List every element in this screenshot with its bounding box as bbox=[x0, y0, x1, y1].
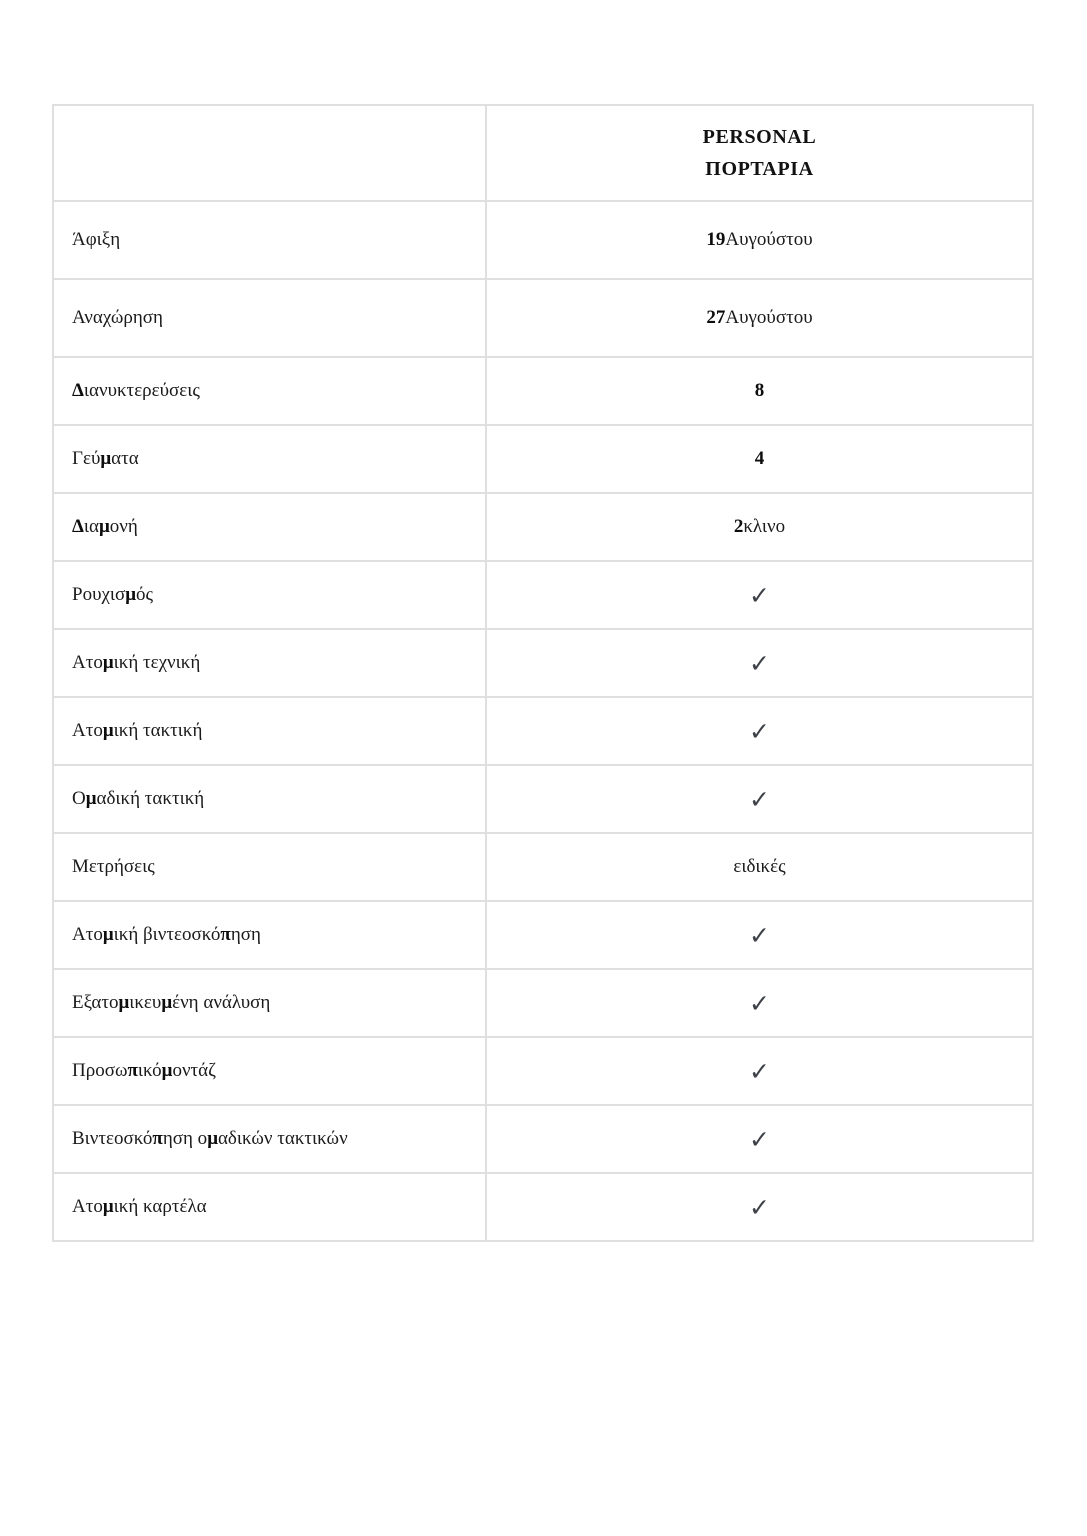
table-row bbox=[54, 492, 1032, 560]
row-label: Δ ια μ ονή bbox=[54, 494, 487, 560]
package-table bbox=[52, 104, 1034, 1242]
row-label: Ατο μ ική τακτική bbox=[54, 698, 487, 764]
check-icon: ✓ bbox=[749, 1124, 770, 1154]
table-row bbox=[54, 628, 1032, 696]
header-corner-cell bbox=[54, 106, 487, 200]
table-row bbox=[54, 696, 1032, 764]
row-value bbox=[487, 902, 1032, 968]
row-label: Βιντεοσκό π ηση ο μ αδικών τακτικών bbox=[54, 1106, 487, 1172]
table-row bbox=[54, 764, 1032, 832]
table-row bbox=[54, 968, 1032, 1036]
table-row bbox=[54, 1172, 1032, 1240]
plan-title bbox=[703, 126, 817, 181]
header-plan-cell bbox=[487, 106, 1032, 200]
table-row bbox=[54, 1104, 1032, 1172]
row-value bbox=[487, 698, 1032, 764]
row-label: Αναχώρηση bbox=[54, 280, 487, 356]
row-value bbox=[487, 562, 1032, 628]
row-label: Ρουχισ μ ός bbox=[54, 562, 487, 628]
check-icon: ✓ bbox=[749, 648, 770, 678]
table-row bbox=[54, 1036, 1032, 1104]
plan-title-line1: PERSONAL bbox=[702, 125, 817, 148]
check-icon: ✓ bbox=[749, 580, 770, 610]
table-header-row bbox=[54, 106, 1032, 200]
table-row bbox=[54, 278, 1032, 356]
table-row bbox=[54, 356, 1032, 424]
row-label: Άφιξη bbox=[54, 202, 487, 278]
row-value bbox=[487, 1174, 1032, 1240]
row-value bbox=[487, 1106, 1032, 1172]
row-label: Ατο μ ική τεχνική bbox=[54, 630, 487, 696]
row-value bbox=[487, 766, 1032, 832]
table-row bbox=[54, 200, 1032, 278]
check-icon: ✓ bbox=[749, 1056, 770, 1086]
row-label: Εξατο μ ικευ μ ένη ανάλυση bbox=[54, 970, 487, 1036]
row-value: 8 bbox=[754, 380, 765, 401]
check-icon: ✓ bbox=[749, 784, 770, 814]
row-value: 2 κλινο bbox=[733, 516, 786, 537]
row-label: Ο μ αδική τακτική bbox=[54, 766, 487, 832]
check-icon: ✓ bbox=[749, 1192, 770, 1222]
row-value: 19 Αυγούστου bbox=[706, 229, 813, 250]
row-value: ειδικές bbox=[733, 856, 786, 877]
check-icon: ✓ bbox=[749, 920, 770, 950]
table-row bbox=[54, 560, 1032, 628]
row-label: Ατο μ ική καρτέλα bbox=[54, 1174, 487, 1240]
row-value: 27 Αυγούστου bbox=[706, 307, 813, 328]
row-value bbox=[487, 630, 1032, 696]
row-value bbox=[487, 1038, 1032, 1104]
table-row bbox=[54, 832, 1032, 900]
check-icon: ✓ bbox=[749, 716, 770, 746]
plan-title-line2: ΠΟΡΤΑΡΙΑ bbox=[705, 157, 814, 180]
row-label: Γεύ μ ατα bbox=[54, 426, 487, 492]
row-label: Δ ιανυκτερεύσεις bbox=[54, 358, 487, 424]
check-icon: ✓ bbox=[749, 988, 770, 1018]
table-row bbox=[54, 900, 1032, 968]
table-row bbox=[54, 424, 1032, 492]
row-value bbox=[487, 970, 1032, 1036]
row-value: 4 bbox=[754, 448, 765, 469]
row-label: Ατο μ ική βιντεοσκό π ηση bbox=[54, 902, 487, 968]
row-label: Μετρήσεις bbox=[54, 834, 487, 900]
row-label: Προσω π ικό μ οντάζ bbox=[54, 1038, 487, 1104]
